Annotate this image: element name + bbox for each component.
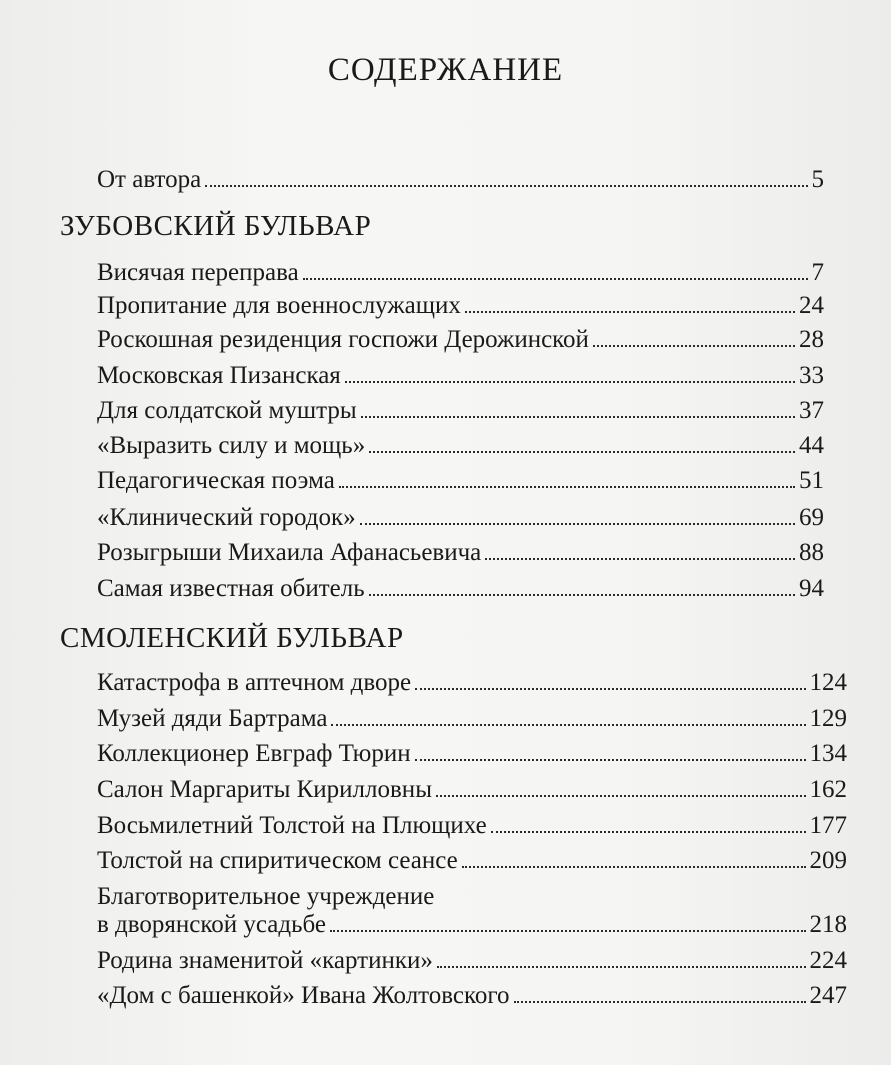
toc-page-number: 51 xyxy=(799,467,824,494)
toc-entry xyxy=(97,503,824,533)
toc-entry-text: Роскошная резиденция госпожи Дерожинской xyxy=(97,326,589,353)
toc-entry-text: «Клинический городок» xyxy=(97,504,356,531)
toc-page-number: 224 xyxy=(809,947,847,974)
toc-leader-dots xyxy=(205,185,807,187)
toc-page-number: 218 xyxy=(809,911,847,938)
toc-entry-text: «Дом с башенкой» Ивана Жолтовского xyxy=(97,982,510,1009)
section-heading-smolensky: СМОЛЕНСКИЙ БУЛЬВАР xyxy=(60,622,404,654)
toc-leader-dots xyxy=(415,688,805,690)
toc-entry-text: Музей дяди Бартрама xyxy=(97,705,328,732)
toc-entry xyxy=(97,574,824,604)
toc-entry xyxy=(97,910,847,940)
toc-page-number: 5 xyxy=(811,166,824,193)
toc-page-number: 7 xyxy=(811,259,824,286)
toc-page-number: 94 xyxy=(799,575,824,602)
toc-leader-dots xyxy=(437,966,806,968)
toc-leader-dots xyxy=(462,866,806,868)
toc-entry xyxy=(97,538,824,568)
toc-entry xyxy=(97,846,847,876)
toc-entry xyxy=(97,466,824,496)
toc-page-number: 177 xyxy=(809,812,847,839)
toc-leader-dots xyxy=(436,795,806,797)
toc-entry-text: Для солдатской муштры xyxy=(97,397,357,424)
toc-entry xyxy=(97,325,824,355)
toc-entry-text: Самая известная обитель xyxy=(97,575,365,602)
section-heading-zubovsky: ЗУБОВСКИЙ БУЛЬВАР xyxy=(60,210,372,242)
toc-leader-dots xyxy=(465,311,795,313)
toc-leader-dots xyxy=(369,594,795,596)
toc-page-number: 28 xyxy=(799,326,824,353)
toc-entry xyxy=(97,396,824,426)
toc-leader-dots xyxy=(345,381,795,383)
toc-page-number: 247 xyxy=(809,982,847,1009)
toc-entry-text: Катастрофа в аптечном дворе xyxy=(97,669,412,696)
toc-entry-text: Педагогическая поэма xyxy=(97,467,335,494)
toc-entry xyxy=(97,431,824,461)
toc-page-number: 69 xyxy=(799,504,824,531)
toc-entry xyxy=(97,811,847,841)
toc-page-number: 129 xyxy=(809,705,847,732)
toc-entry-intro xyxy=(97,165,824,195)
toc-entry xyxy=(97,704,847,734)
toc-leader-dots xyxy=(331,724,805,726)
toc-page-number: 33 xyxy=(799,362,824,389)
toc-page-number: 37 xyxy=(799,397,824,424)
toc-entry-text: Московская Пизанская xyxy=(97,362,341,389)
toc-leader-dots xyxy=(360,523,795,525)
toc-page-number: 44 xyxy=(799,432,824,459)
toc-entry-text: Восьмилетний Толстой на Плющихе xyxy=(97,812,487,839)
toc-entry xyxy=(97,668,847,698)
toc-leader-dots xyxy=(485,558,795,560)
toc-leader-dots xyxy=(361,416,795,418)
toc-page-number: 209 xyxy=(809,847,847,874)
toc-page-number: 24 xyxy=(799,292,824,319)
toc-leader-dots xyxy=(369,451,795,453)
toc-entry-text: Салон Маргариты Кирилловны xyxy=(97,776,432,803)
toc-page-number: 162 xyxy=(809,776,847,803)
toc-entry-text: Родина знаменитой «картинки» xyxy=(97,947,433,974)
toc-entry-text: «Выразить силу и мощь» xyxy=(97,432,366,459)
toc-entry-text: Висячая переправа xyxy=(97,259,299,286)
toc-entry-text: Розыгрыши Михаила Афанасьевича xyxy=(97,539,482,566)
toc-entry xyxy=(97,946,847,976)
toc-entry xyxy=(97,775,847,805)
toc-page-number: 124 xyxy=(809,669,847,696)
page-title: СОДЕРЖАНИЕ xyxy=(327,52,564,88)
toc-entry-text: Толстой на спиритическом сеансе xyxy=(97,847,458,874)
toc-leader-dots xyxy=(593,345,795,347)
toc-entry xyxy=(97,258,824,288)
toc-entry-text: Коллекционер Евграф Тюрин xyxy=(97,740,411,767)
toc-page-number: 88 xyxy=(799,539,824,566)
toc-entry-text: Пропитание для военнослужащих xyxy=(97,292,461,319)
toc-entry xyxy=(97,739,847,769)
toc-leader-dots xyxy=(303,278,808,280)
toc-leader-dots xyxy=(514,1001,806,1003)
toc-entry xyxy=(97,291,824,321)
toc-leader-dots xyxy=(330,930,806,932)
toc-leader-dots xyxy=(415,759,806,761)
toc-entry xyxy=(97,981,847,1011)
toc-entry-text-first-line: Благотворительное учреждение xyxy=(97,883,435,910)
toc-leader-dots xyxy=(339,486,795,488)
toc-entry-text: в дворянской усадьбе xyxy=(97,911,326,938)
toc-entry-text: От автора xyxy=(97,166,202,193)
toc-leader-dots xyxy=(491,831,806,833)
toc-page-number: 134 xyxy=(809,740,847,767)
toc-entry xyxy=(97,361,824,391)
